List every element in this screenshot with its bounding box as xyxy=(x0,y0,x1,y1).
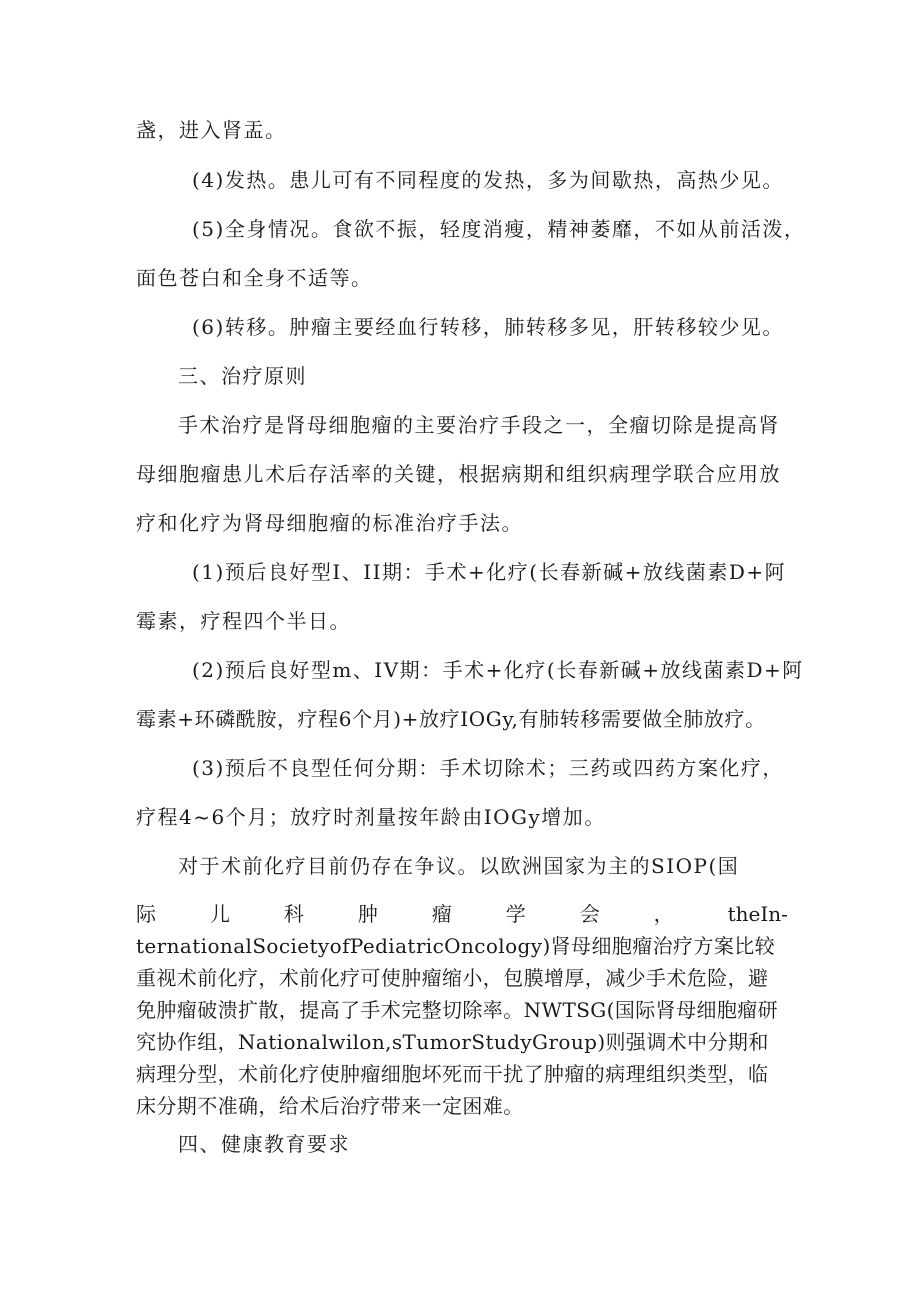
word: 儿 xyxy=(209,902,230,926)
paragraph-favorable-stage12-line2: 霉素，疗程四个半日。 xyxy=(136,609,351,633)
paragraph-favorable-stage34-line1: (2)预后良好型m、IV期：手术+化疗(长春新碱+放线菌素D+阿 xyxy=(192,658,804,682)
word: theIn- xyxy=(727,902,788,926)
word: 会 xyxy=(579,902,600,926)
paragraph-unfavorable-line2: 疗程4~6个月；放疗时剂量按年龄由IOGy增加。 xyxy=(136,805,606,829)
word: 瘤 xyxy=(431,902,452,926)
paragraph-siop-nwtsg-body: ternationalSocietyofPediatricOncology)肾母细胞瘤治疗方案比较重视术前化疗，术前化疗可使肿瘤缩小，包膜增厚，减少手术危险，避免肿瘤破溃扩散，提高了手术完整切除率。NWTSG(国际肾母细胞瘤研究协作组，Nationalwilon,sTumorStudyGroup)则强调术中分期和病理分型，术前化疗使肿瘤细胞坏死而干扰了肿瘤的病理组织类型，临床分期不准确，给术后治疗带来一定困难。 xyxy=(136,934,779,1118)
paragraph-surgery-line2: 母细胞瘤患儿术后存活率的关键，根据病期和组织病理学联合应用放 xyxy=(136,462,781,486)
word: 肿 xyxy=(357,902,378,926)
word: 际 xyxy=(136,902,156,926)
paragraph-unfavorable-line1: (3)预后不良型任何分期：手术切除术；三药或四药方案化疗， xyxy=(192,756,784,780)
paragraph-siop-justified-line xyxy=(136,898,788,930)
paragraph-surgery-line3: 疗和化疗为肾母细胞瘤的标准治疗手法。 xyxy=(136,511,523,535)
section-heading-health-education: 四、健康教育要求 xyxy=(178,1132,350,1156)
section-heading-treatment: 三、治疗原则 xyxy=(178,364,307,388)
paragraph-surgery-line1: 手术治疗是肾母细胞瘤的主要治疗手段之一，全瘤切除是提高肾 xyxy=(178,413,780,437)
paragraph-renal-pelvis: 盏，进入肾盂。 xyxy=(136,118,287,142)
paragraph-favorable-stage34-line2: 霉素+环磷酰胺，疗程6个月)+放疗IOGy,有肺转移需要做全肺放疗。 xyxy=(136,707,766,731)
paragraph-metastasis: (6)转移。肿瘤主要经血行转移，肺转移多见，肝转移较少见。 xyxy=(192,315,784,339)
word: 学 xyxy=(505,902,526,926)
paragraph-general-condition-line1: (5)全身情况。食欲不振，轻度消瘦，精神萎靡，不如从前活泼， xyxy=(192,217,806,241)
paragraph-preop-chemo-line1: 对于术前化疗目前仍存在争议。以欧洲国家为主的SIOP(国 xyxy=(178,854,740,878)
paragraph-favorable-stage12-line1: (1)预后良好型I、II期：手术+化疗(长春新碱+放线菌素D+阿 xyxy=(192,560,787,584)
word: 科 xyxy=(283,902,304,926)
paragraph-fever: (4)发热。患儿可有不同程度的发热，多为间歇热，高热少见。 xyxy=(192,168,784,192)
paragraph-general-condition-line2: 面色苍白和全身不适等。 xyxy=(136,266,373,290)
word: ， xyxy=(653,902,674,926)
